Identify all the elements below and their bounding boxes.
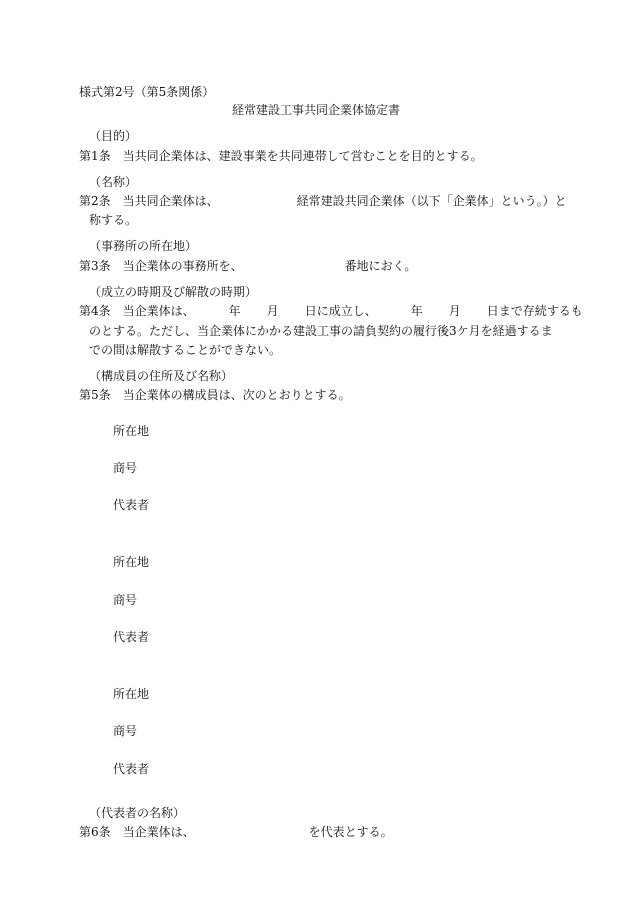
article-1-number: 第1条: [79, 149, 111, 163]
article-3-heading: （事務所の所在地）: [89, 239, 198, 253]
article-3-text-b: 番地におく。: [344, 259, 417, 273]
article-2-continuation: 称する。: [89, 213, 138, 227]
article-6-number: 第6条: [79, 825, 111, 839]
article-1-text: 当共同企業体は、建設事業を共同連帯して営むことを目的とする。: [122, 149, 483, 163]
article-4-continuation-2: での間は解散することができない。: [89, 343, 282, 357]
article-5-heading: （構成員の住所及び名称）: [89, 369, 234, 383]
article-2-heading: （名称）: [89, 175, 138, 189]
article-2-number: 第2条: [79, 194, 111, 208]
member-1-representative-label: 代表者: [113, 498, 150, 512]
article-2-text-b: 経常建設共同企業体（以下「企業体」という。）と: [296, 194, 567, 208]
article-4-text-a: 当企業体は、: [122, 304, 195, 318]
article-1-line: [79, 150, 483, 162]
article-5-line: [79, 389, 351, 401]
article-4-year-2: 年: [410, 304, 423, 318]
article-2-text-a: 当共同企業体は、: [122, 194, 219, 208]
article-4-text-c: 日まで存続するも: [486, 304, 583, 318]
member-3-representative-label: 代表者: [113, 762, 150, 776]
article-6-text-a: 当企業体は、: [122, 825, 195, 839]
form-label: 様式第2号（第5条関係）: [79, 85, 215, 99]
article-4-number: 第4条: [79, 304, 111, 318]
member-2-address-label: 所在地: [113, 555, 150, 569]
article-4-line: [79, 305, 583, 317]
article-3-number: 第3条: [79, 259, 111, 273]
member-1-address-label: 所在地: [113, 424, 150, 438]
article-2-line: [79, 195, 567, 207]
article-5-text: 当企業体の構成員は、次のとおりとする。: [122, 388, 351, 402]
member-2-representative-label: 代表者: [113, 630, 150, 644]
article-3-text-a: 当企業体の事務所を、: [122, 259, 243, 273]
article-6-line: [79, 826, 393, 838]
article-4-text-b: 日に成立し、: [304, 304, 377, 318]
article-6-heading: （代表者の名称）: [89, 806, 186, 820]
article-4-month-2: 月: [448, 304, 461, 318]
article-1-heading: （目的）: [89, 129, 138, 143]
document-title: 経常建設工事共同企業体協定書: [232, 103, 401, 117]
article-4-heading: （成立の時期及び解散の時期）: [89, 285, 258, 299]
article-4-month-1: 月: [266, 304, 279, 318]
article-4-continuation-1: のとする。ただし、当企業体にかかる建設工事の請負契約の履行後3ケ月を経過するま: [89, 324, 553, 338]
member-3-trade-name-label: 商号: [113, 724, 138, 738]
member-3-address-label: 所在地: [113, 687, 150, 701]
article-5-number: 第5条: [79, 388, 111, 402]
member-1-trade-name-label: 商号: [113, 461, 138, 475]
article-3-line: [79, 260, 416, 272]
article-6-text-b: を代表とする。: [308, 825, 393, 839]
member-2-trade-name-label: 商号: [113, 593, 138, 607]
article-4-year-1: 年: [228, 304, 241, 318]
